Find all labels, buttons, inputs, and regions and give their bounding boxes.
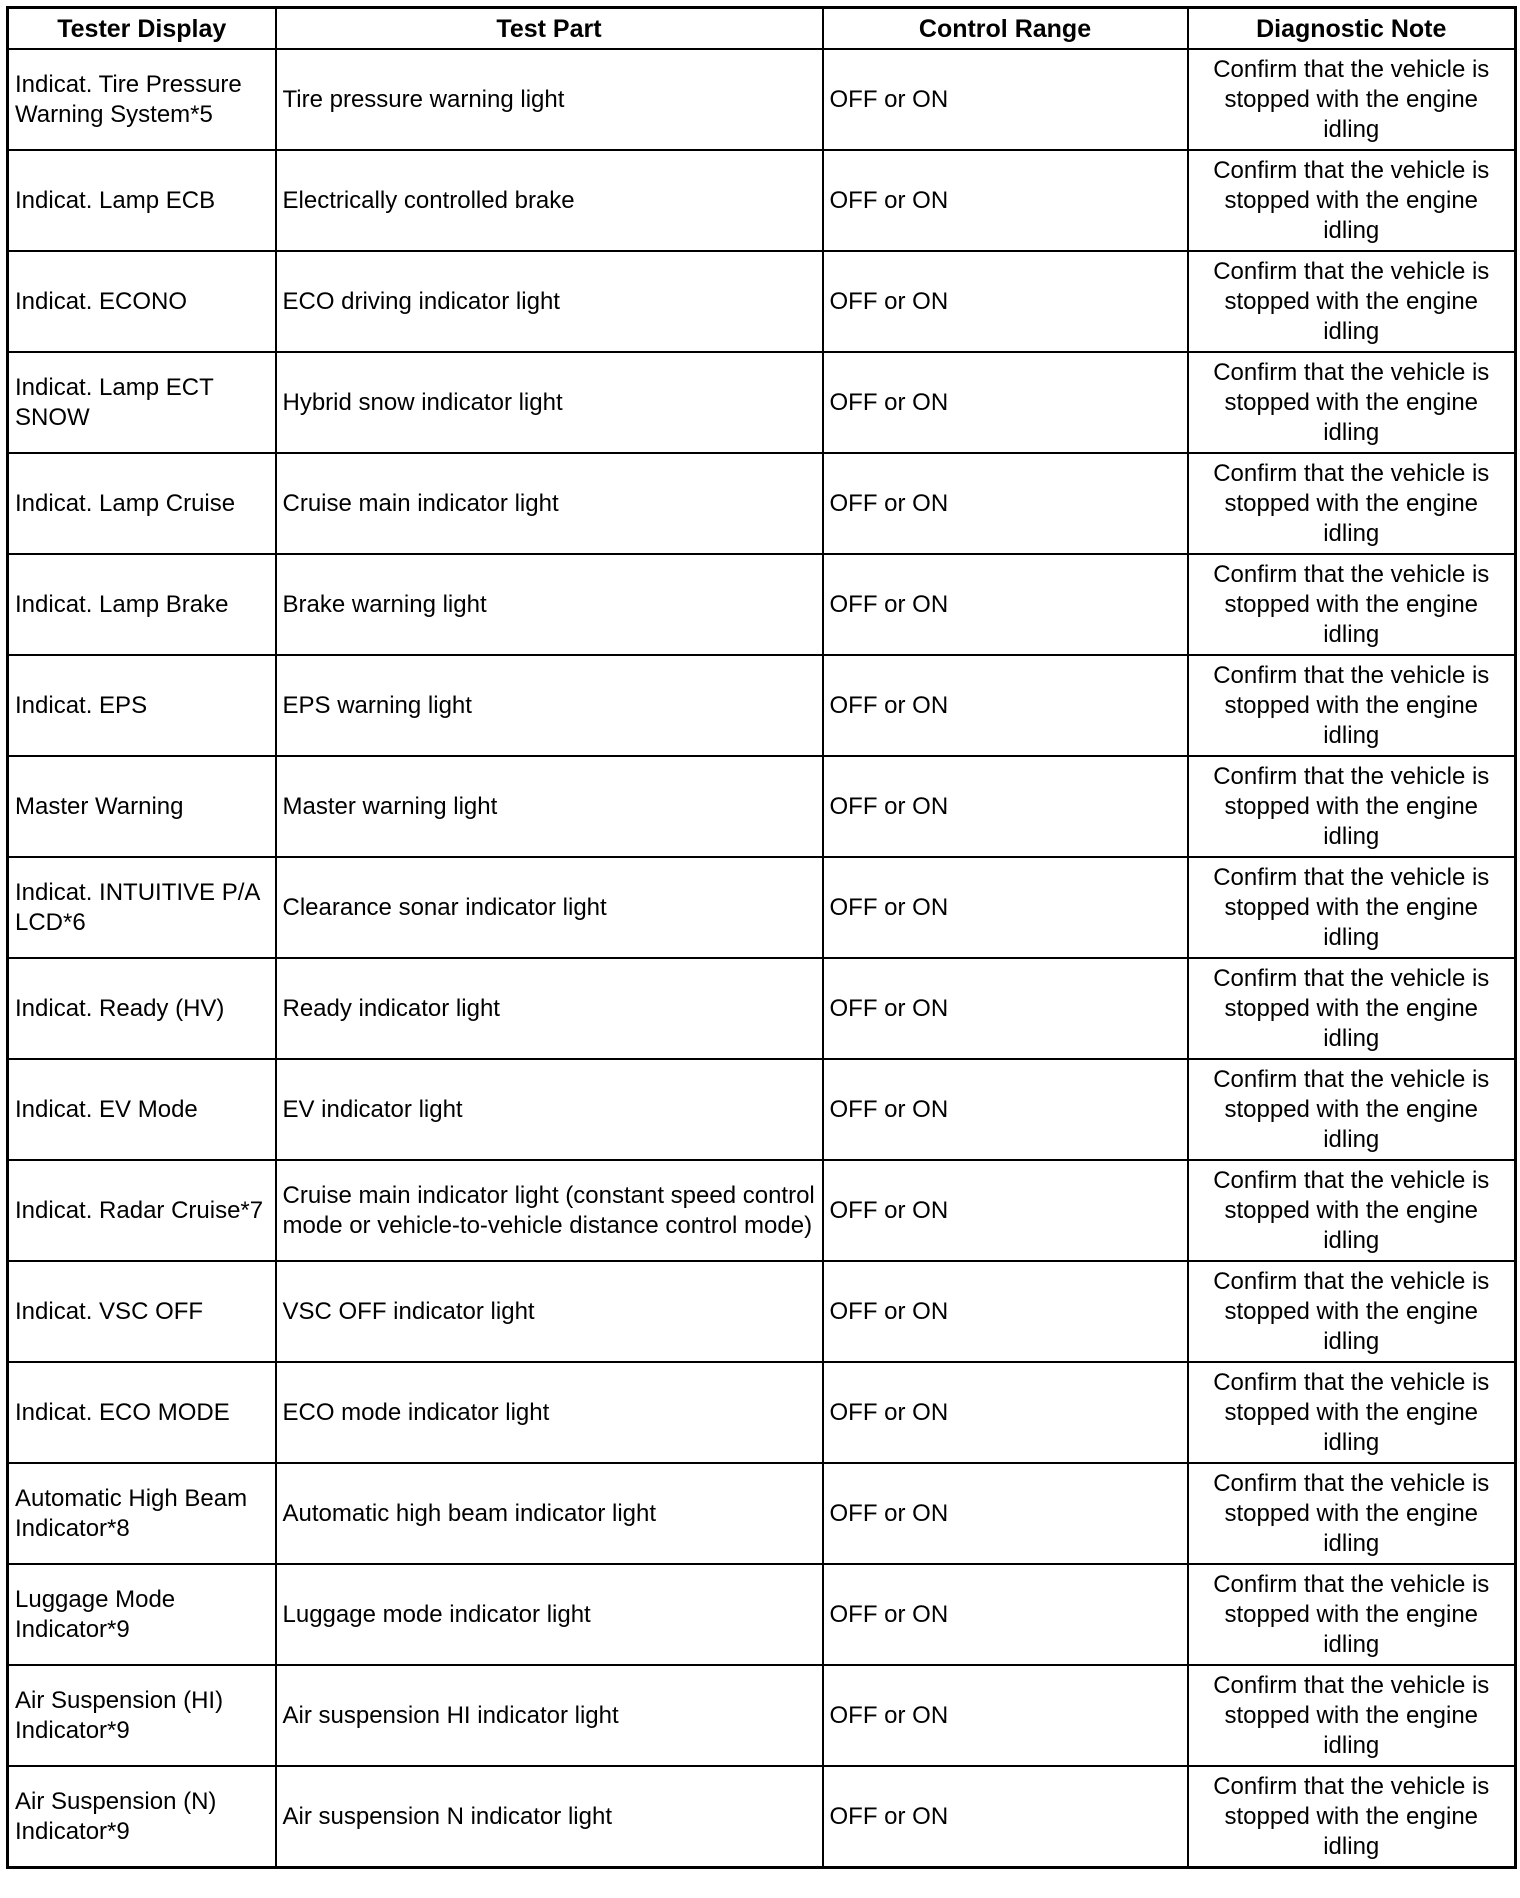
cell-diagnostic-note: Confirm that the vehicle is stopped with the engine idling	[1188, 958, 1516, 1059]
cell-control-range: OFF or ON	[823, 1766, 1188, 1868]
cell-diagnostic-note: Confirm that the vehicle is stopped with the engine idling	[1188, 655, 1516, 756]
cell-control-range: OFF or ON	[823, 857, 1188, 958]
cell-tester-display: Indicat. Lamp ECB	[8, 150, 276, 251]
cell-diagnostic-note: Confirm that the vehicle is stopped with the engine idling	[1188, 453, 1516, 554]
cell-diagnostic-note: Confirm that the vehicle is stopped with the engine idling	[1188, 49, 1516, 150]
header-control-range: Control Range	[823, 8, 1188, 50]
cell-tester-display: Indicat. Lamp Cruise	[8, 453, 276, 554]
table-row	[8, 857, 1516, 958]
cell-test-part: Luggage mode indicator light	[276, 1564, 823, 1665]
cell-control-range: OFF or ON	[823, 1160, 1188, 1261]
table-row	[8, 1261, 1516, 1362]
cell-diagnostic-note: Confirm that the vehicle is stopped with the engine idling	[1188, 1261, 1516, 1362]
cell-control-range: OFF or ON	[823, 352, 1188, 453]
cell-tester-display: Indicat. Ready (HV)	[8, 958, 276, 1059]
cell-diagnostic-note: Confirm that the vehicle is stopped with the engine idling	[1188, 756, 1516, 857]
header-diagnostic-note: Diagnostic Note	[1188, 8, 1516, 50]
cell-control-range: OFF or ON	[823, 1463, 1188, 1564]
cell-tester-display: Indicat. EPS	[8, 655, 276, 756]
cell-diagnostic-note: Confirm that the vehicle is stopped with the engine idling	[1188, 1665, 1516, 1766]
table-row	[8, 1766, 1516, 1868]
cell-tester-display: Master Warning	[8, 756, 276, 857]
cell-test-part: Ready indicator light	[276, 958, 823, 1059]
cell-tester-display: Luggage Mode Indicator*9	[8, 1564, 276, 1665]
cell-tester-display: Indicat. EV Mode	[8, 1059, 276, 1160]
cell-control-range: OFF or ON	[823, 1362, 1188, 1463]
cell-test-part: Electrically controlled brake	[276, 150, 823, 251]
cell-diagnostic-note: Confirm that the vehicle is stopped with the engine idling	[1188, 857, 1516, 958]
cell-control-range: OFF or ON	[823, 1059, 1188, 1160]
cell-tester-display: Indicat. ECONO	[8, 251, 276, 352]
cell-test-part: Clearance sonar indicator light	[276, 857, 823, 958]
cell-test-part: Air suspension N indicator light	[276, 1766, 823, 1868]
cell-test-part: VSC OFF indicator light	[276, 1261, 823, 1362]
cell-test-part: Cruise main indicator light (constant speed control mode or vehicle-to-vehicle distance control mode)	[276, 1160, 823, 1261]
cell-control-range: OFF or ON	[823, 1564, 1188, 1665]
cell-diagnostic-note: Confirm that the vehicle is stopped with the engine idling	[1188, 251, 1516, 352]
cell-diagnostic-note: Confirm that the vehicle is stopped with the engine idling	[1188, 352, 1516, 453]
cell-test-part: ECO mode indicator light	[276, 1362, 823, 1463]
table-row	[8, 1160, 1516, 1261]
active-test-table	[6, 6, 1517, 1869]
cell-control-range: OFF or ON	[823, 49, 1188, 150]
cell-diagnostic-note: Confirm that the vehicle is stopped with the engine idling	[1188, 1766, 1516, 1868]
cell-control-range: OFF or ON	[823, 1261, 1188, 1362]
cell-test-part: Hybrid snow indicator light	[276, 352, 823, 453]
table-row	[8, 150, 1516, 251]
cell-test-part: Tire pressure warning light	[276, 49, 823, 150]
cell-diagnostic-note: Confirm that the vehicle is stopped with the engine idling	[1188, 1463, 1516, 1564]
cell-test-part: EV indicator light	[276, 1059, 823, 1160]
cell-control-range: OFF or ON	[823, 554, 1188, 655]
table-row	[8, 1362, 1516, 1463]
table-row	[8, 352, 1516, 453]
table-row	[8, 453, 1516, 554]
cell-diagnostic-note: Confirm that the vehicle is stopped with the engine idling	[1188, 554, 1516, 655]
cell-test-part: Automatic high beam indicator light	[276, 1463, 823, 1564]
cell-control-range: OFF or ON	[823, 958, 1188, 1059]
cell-diagnostic-note: Confirm that the vehicle is stopped with the engine idling	[1188, 1059, 1516, 1160]
cell-diagnostic-note: Confirm that the vehicle is stopped with the engine idling	[1188, 150, 1516, 251]
cell-tester-display: Indicat. Tire Pressure Warning System*5	[8, 49, 276, 150]
cell-control-range: OFF or ON	[823, 251, 1188, 352]
cell-tester-display: Air Suspension (HI) Indicator*9	[8, 1665, 276, 1766]
table-row	[8, 49, 1516, 150]
cell-test-part: EPS warning light	[276, 655, 823, 756]
cell-diagnostic-note: Confirm that the vehicle is stopped with the engine idling	[1188, 1564, 1516, 1665]
cell-tester-display: Automatic High Beam Indicator*8	[8, 1463, 276, 1564]
cell-tester-display: Indicat. VSC OFF	[8, 1261, 276, 1362]
cell-diagnostic-note: Confirm that the vehicle is stopped with the engine idling	[1188, 1362, 1516, 1463]
table-row	[8, 554, 1516, 655]
cell-test-part: Master warning light	[276, 756, 823, 857]
diagnostic-table-container	[6, 6, 1514, 1869]
cell-control-range: OFF or ON	[823, 453, 1188, 554]
header-test-part: Test Part	[276, 8, 823, 50]
cell-tester-display: Indicat. Radar Cruise*7	[8, 1160, 276, 1261]
cell-control-range: OFF or ON	[823, 655, 1188, 756]
cell-control-range: OFF or ON	[823, 150, 1188, 251]
table-body	[8, 49, 1516, 1868]
table-row	[8, 1463, 1516, 1564]
table-row	[8, 958, 1516, 1059]
header-tester-display: Tester Display	[8, 8, 276, 50]
cell-tester-display: Indicat. INTUITIVE P/A LCD*6	[8, 857, 276, 958]
cell-diagnostic-note: Confirm that the vehicle is stopped with the engine idling	[1188, 1160, 1516, 1261]
cell-test-part: ECO driving indicator light	[276, 251, 823, 352]
table-row	[8, 1564, 1516, 1665]
cell-control-range: OFF or ON	[823, 1665, 1188, 1766]
cell-tester-display: Indicat. Lamp Brake	[8, 554, 276, 655]
cell-tester-display: Indicat. ECO MODE	[8, 1362, 276, 1463]
table-header-row	[8, 8, 1516, 50]
table-row	[8, 251, 1516, 352]
table-row	[8, 1059, 1516, 1160]
table-row	[8, 756, 1516, 857]
cell-test-part: Air suspension HI indicator light	[276, 1665, 823, 1766]
table-row	[8, 1665, 1516, 1766]
cell-tester-display: Air Suspension (N) Indicator*9	[8, 1766, 276, 1868]
cell-test-part: Cruise main indicator light	[276, 453, 823, 554]
cell-control-range: OFF or ON	[823, 756, 1188, 857]
cell-tester-display: Indicat. Lamp ECT SNOW	[8, 352, 276, 453]
table-row	[8, 655, 1516, 756]
cell-test-part: Brake warning light	[276, 554, 823, 655]
